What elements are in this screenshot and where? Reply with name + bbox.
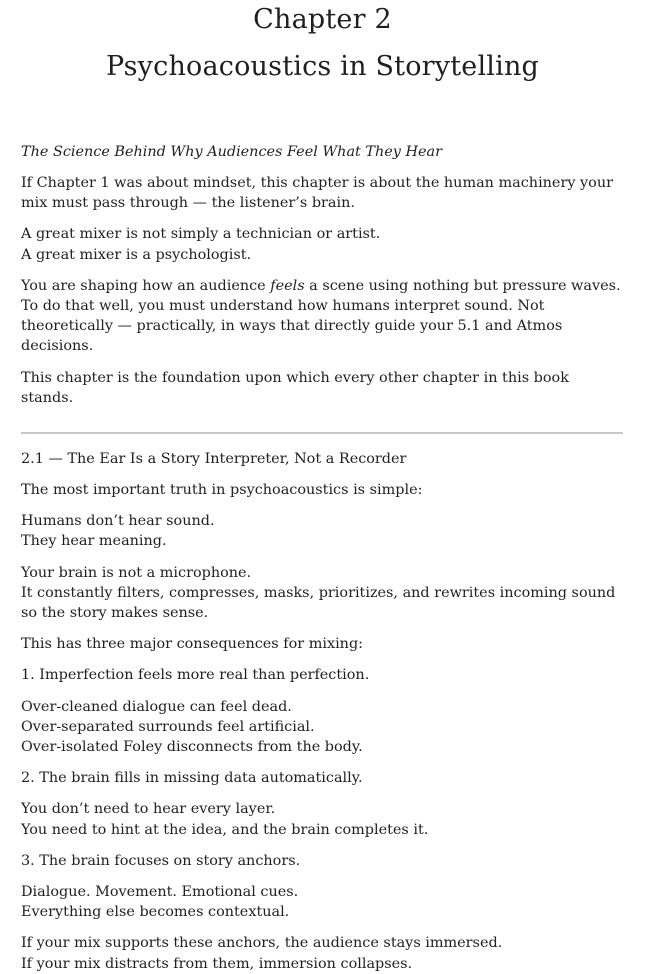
consequence-1-body xyxy=(21,697,624,758)
consequence-2-line-2: You need to hint at the idea, and the brain completes it. xyxy=(21,821,429,838)
chapter-title: Psychoacoustics in Storytelling xyxy=(105,51,540,82)
section-paragraph-4: This has three major consequences for mixing: xyxy=(21,636,364,653)
emphasis-feels: feels xyxy=(270,277,305,294)
consequence-2-line-1: You don’t need to hear every layer. xyxy=(21,801,276,818)
consequence-1-line-1: Over-cleaned dialogue can feel dead. xyxy=(21,698,292,715)
section-paragraph-3-line-1: Your brain is not a microphone. xyxy=(21,564,252,581)
document-page xyxy=(21,0,624,974)
section-heading: 2.1 — The Ear Is a Story Interpreter, Not a Recorder xyxy=(21,451,407,468)
consequence-1-title: 1. Imperfection feels more real than perfection. xyxy=(21,667,370,684)
consequence-3-line-1: Dialogue. Movement. Emotional cues. xyxy=(21,884,299,901)
consequence-3-line-2: Everything else becomes contextual. xyxy=(21,904,290,921)
consequence-1-line-3: Over-isolated Foley disconnects from the body. xyxy=(21,739,363,756)
intro-paragraph-2-line-2: A great mixer is a psychologist. xyxy=(21,246,252,263)
consequence-3-body xyxy=(21,882,624,922)
section-divider xyxy=(21,432,623,434)
closing-paragraph xyxy=(21,933,624,973)
closing-line-2: If your mix distracts from them, immersion collapses. xyxy=(21,955,413,972)
section-paragraph-3-line-2: It constantly filters, compresses, masks, prioritizes, and rewrites incoming sound so the story makes sense. xyxy=(21,584,616,622)
section-paragraph-2-line-2: They hear meaning. xyxy=(21,533,167,550)
section-paragraph-3 xyxy=(21,563,624,624)
intro-paragraph-2-line-1: A great mixer is not simply a technician or artist. xyxy=(21,226,381,243)
consequence-2-title: 2. The brain fills in missing data automatically. xyxy=(21,770,363,787)
section-paragraph-2-line-1: Humans don’t hear sound. xyxy=(21,513,215,530)
intro-paragraph-4: This chapter is the foundation upon which every other chapter in this book stands. xyxy=(21,369,569,406)
chapter-number: Chapter 2 xyxy=(253,4,392,35)
section-paragraph-1: The most important truth in psychoacoustics is simple: xyxy=(21,482,423,499)
intro-paragraph-2 xyxy=(21,224,624,264)
chapter-subtitle: The Science Behind Why Audiences Feel What They Hear xyxy=(21,144,443,160)
consequence-2-body xyxy=(21,799,624,839)
intro-paragraph-3-start: You are shaping how an audience xyxy=(21,277,271,294)
closing-line-1: If your mix supports these anchors, the audience stays immersed. xyxy=(21,935,503,952)
intro-paragraph-3 xyxy=(21,276,624,357)
section-paragraph-2 xyxy=(21,511,624,551)
intro-paragraph-1: If Chapter 1 was about mindset, this chapter is about the human machinery your mix must pass through — the listener’s brain. xyxy=(21,175,613,212)
intro-paragraph-3-end: a scene using nothing but pressure waves. To do that well, you must understand how humans interpret sound. Not theoretically — practically, in ways that directly guide your 5.1 and Atmos decisions. xyxy=(21,277,621,355)
consequence-1-line-2: Over-separated surrounds feel artificial. xyxy=(21,718,315,735)
consequence-3-title: 3. The brain focuses on story anchors. xyxy=(21,852,301,869)
